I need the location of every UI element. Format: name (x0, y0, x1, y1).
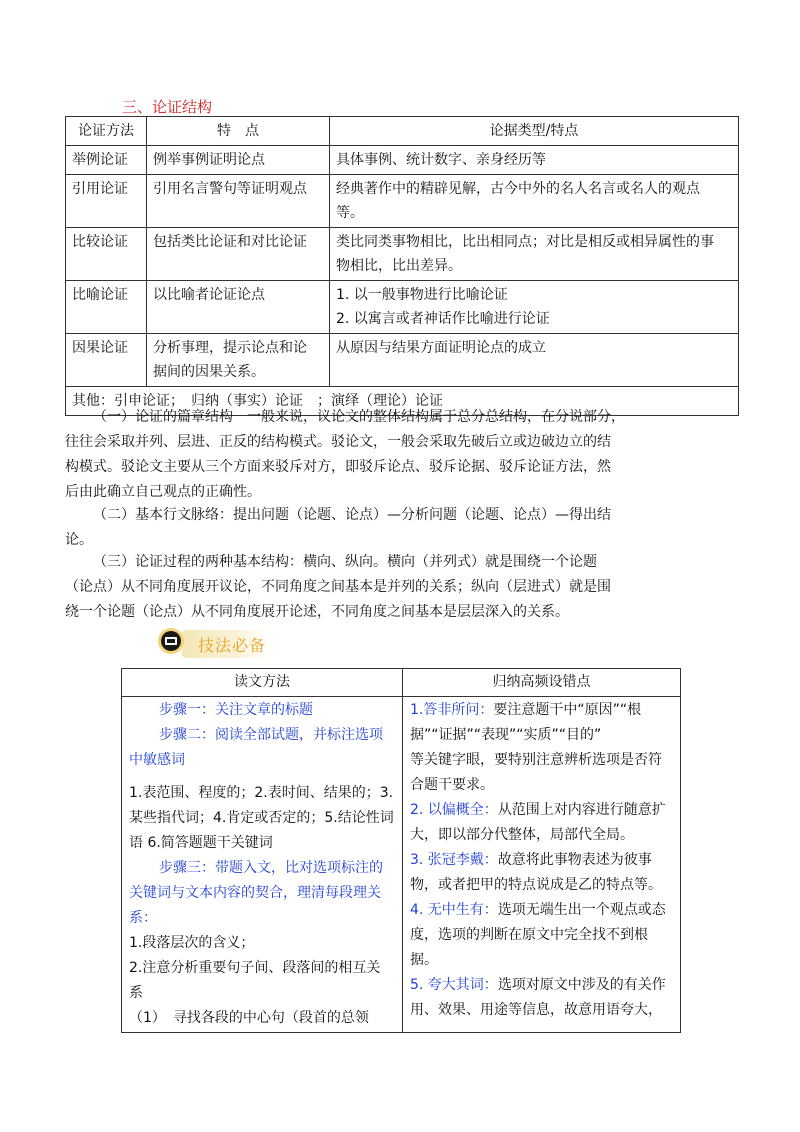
error-line: 大，即以部分代整体，局部代全局。 (410, 827, 634, 843)
step-3: 步骤三：带题入文，比对选项标注的 (159, 860, 383, 876)
error-label: 1.答非所问： (410, 702, 494, 718)
cell-evidence (330, 228, 739, 281)
paragraph-3 (65, 550, 739, 625)
table-row (66, 281, 739, 334)
step-2: 步骤二：阅读全部试题，并标注选项 (159, 727, 383, 743)
feature-line: 分析事理，提示论点和论 (153, 340, 307, 356)
cell-error-points (403, 697, 681, 1033)
paragraph-1 (65, 405, 739, 505)
evidence-line: 从原因与结果方面证明论点的成立 (336, 340, 546, 356)
evidence-line: 具体事例、统计数字、亲身经历等 (336, 152, 546, 168)
table-header-row (122, 669, 681, 697)
table-row (66, 175, 739, 228)
paragraph-2 (65, 503, 739, 553)
error-label: 3. 张冠李戴： (410, 852, 498, 868)
paragraph-line: （三）论证过程的两种基本结构：横向、纵向。横向（并列式）就是围绕一个论题 (93, 554, 597, 570)
point-line: （1） 寻找各段的中心句（段首的总领 (129, 1010, 369, 1026)
reading-method-table (121, 668, 681, 1033)
step-1: 步骤一：关注文章的标题 (159, 702, 313, 718)
cell-evidence (330, 334, 739, 387)
paragraph-line: （论点）从不同角度展开议论，不同角度之间基本是并列的关系；纵向（层进式）就是围 (65, 579, 611, 595)
header-method: 论证方法 (66, 117, 147, 146)
error-point-3 (410, 848, 673, 873)
skill-label: 技法必备 (198, 636, 267, 655)
list-line: 语 6.简答题题干关键词 (129, 835, 273, 851)
paragraph-line: （二）基本行文脉络：提出问题（论题、论点）—分析问题（论题、论点）—得出结 (93, 507, 611, 523)
error-line: 合题干要求。 (410, 777, 494, 793)
point-line: 系 (129, 985, 143, 1001)
evidence-line: 2. 以寓言或者神话作比喻进行论证 (336, 311, 550, 327)
evidence-line: 等。 (336, 205, 364, 221)
table-header-row (66, 117, 739, 146)
error-label: 4. 无中生有： (410, 902, 498, 918)
error-label: 5. 夸大其词： (410, 977, 498, 993)
error-text: 从范围上对内容进行随意扩 (497, 802, 666, 818)
paragraph-line: 构模式。驳论文主要从三个方面来驳斥对方，即驳斥论点、驳斥论据、驳斥论证方法，然 (65, 459, 611, 475)
header-evidence: 论据类型/特点 (330, 117, 739, 146)
point-line: 2.注意分析重要句子间、段落间的相互关 (129, 960, 381, 976)
error-line: 等关键字眼，要特别注意辨析选项是否符 (410, 752, 662, 768)
evidence-line: 类比同类事物相比，比出相同点；对比是相反或相异属性的事 (336, 234, 714, 250)
error-text: 选项无端生出一个观点或态 (497, 902, 666, 918)
error-text: 故意将此事物表述为彼事 (497, 852, 652, 868)
section-title: 三、论证结构 (122, 98, 213, 116)
cell-evidence (330, 281, 739, 334)
table-row (66, 334, 739, 387)
paragraph-line: （一）论证的篇章结构 一般来说，议论文的整体结构属于总分总结构，在分说部分， (93, 409, 625, 425)
step-2-cont: 中敏感词 (129, 752, 185, 768)
feature-line: 据间的因果关系。 (153, 364, 265, 380)
cell-feature: 引用名言警句等证明观点 (147, 175, 330, 228)
error-text: 要注意题干中“原因”“根 (493, 702, 642, 718)
header-error-points: 归纳高频设错点 (403, 669, 681, 697)
error-line: 度，选项的判断在原文中完全找不到根据。 (410, 927, 648, 968)
list-line: 1.表范围、程度的；2.表时间、结果的；3. (129, 785, 394, 801)
table-row (122, 697, 681, 1033)
list-line: 某些指代词；4.肯定或否定的；5.结论性词 (129, 810, 394, 826)
table-row (66, 228, 739, 281)
paragraph-line: 往往会采取并列、层进、正反的结构模式。驳论文，一般会采取先破后立或边破边立的结 (65, 434, 611, 450)
cell-reading-steps (122, 697, 403, 1033)
paragraph-line: 绕一个论题（论点）从不同角度展开论述，不同角度之间基本是层层深入的关系。 (65, 604, 569, 620)
error-point-1 (410, 698, 673, 723)
error-point-5 (410, 973, 673, 998)
error-line: 物，或者把甲的特点说成是乙的特点等。 (410, 877, 662, 893)
step-3-cont: 系： (129, 910, 157, 926)
cell-feature (147, 334, 330, 387)
error-line: 用、效果、用途等信息，故意用语夸大， (410, 1002, 662, 1018)
cell-method: 因果论证 (66, 334, 147, 387)
error-line: 据”“证据”“表现”“实质”“目的” (410, 727, 602, 743)
table-footer: 其他：引申论证； 归纳（事实）论证 ；演绎（理论）论证 (66, 387, 739, 416)
cell-evidence (330, 175, 739, 228)
cell-method: 比较论证 (66, 228, 147, 281)
error-point-4 (410, 898, 673, 923)
cell-method: 比喻论证 (66, 281, 147, 334)
cell-feature: 包括类比论证和对比论证 (147, 228, 330, 281)
error-point-2 (410, 798, 673, 823)
paragraph-line: 论。 (65, 532, 93, 548)
cell-feature: 以比喻者论证论点 (147, 281, 330, 334)
header-reading-method: 读文方法 (122, 669, 403, 697)
cell-evidence (330, 146, 739, 175)
evidence-line: 经典著作中的精辟见解，古今中外的名人名言或名人的观点 (336, 181, 700, 197)
table-row (66, 146, 739, 175)
cell-method: 引用论证 (66, 175, 147, 228)
paragraph-line: 后由此确立自己观点的正确性。 (65, 484, 261, 500)
step-3-cont: 关键词与文本内容的契合，理清每段理关 (129, 885, 381, 901)
header-feature: 特 点 (147, 117, 330, 146)
evidence-line: 物相比，比出差异。 (336, 258, 462, 274)
point-line: 1.段落层次的含义； (129, 935, 255, 951)
film-reel-icon (156, 626, 186, 656)
evidence-line: 1. 以一般事物进行比喻论证 (336, 287, 508, 303)
error-text: 选项对原文中涉及的有关作 (497, 977, 666, 993)
argument-structure-table (65, 116, 739, 416)
cell-feature: 例举事例证明论点 (147, 146, 330, 175)
error-label: 2. 以偏概全： (410, 802, 498, 818)
cell-method: 举例论证 (66, 146, 147, 175)
